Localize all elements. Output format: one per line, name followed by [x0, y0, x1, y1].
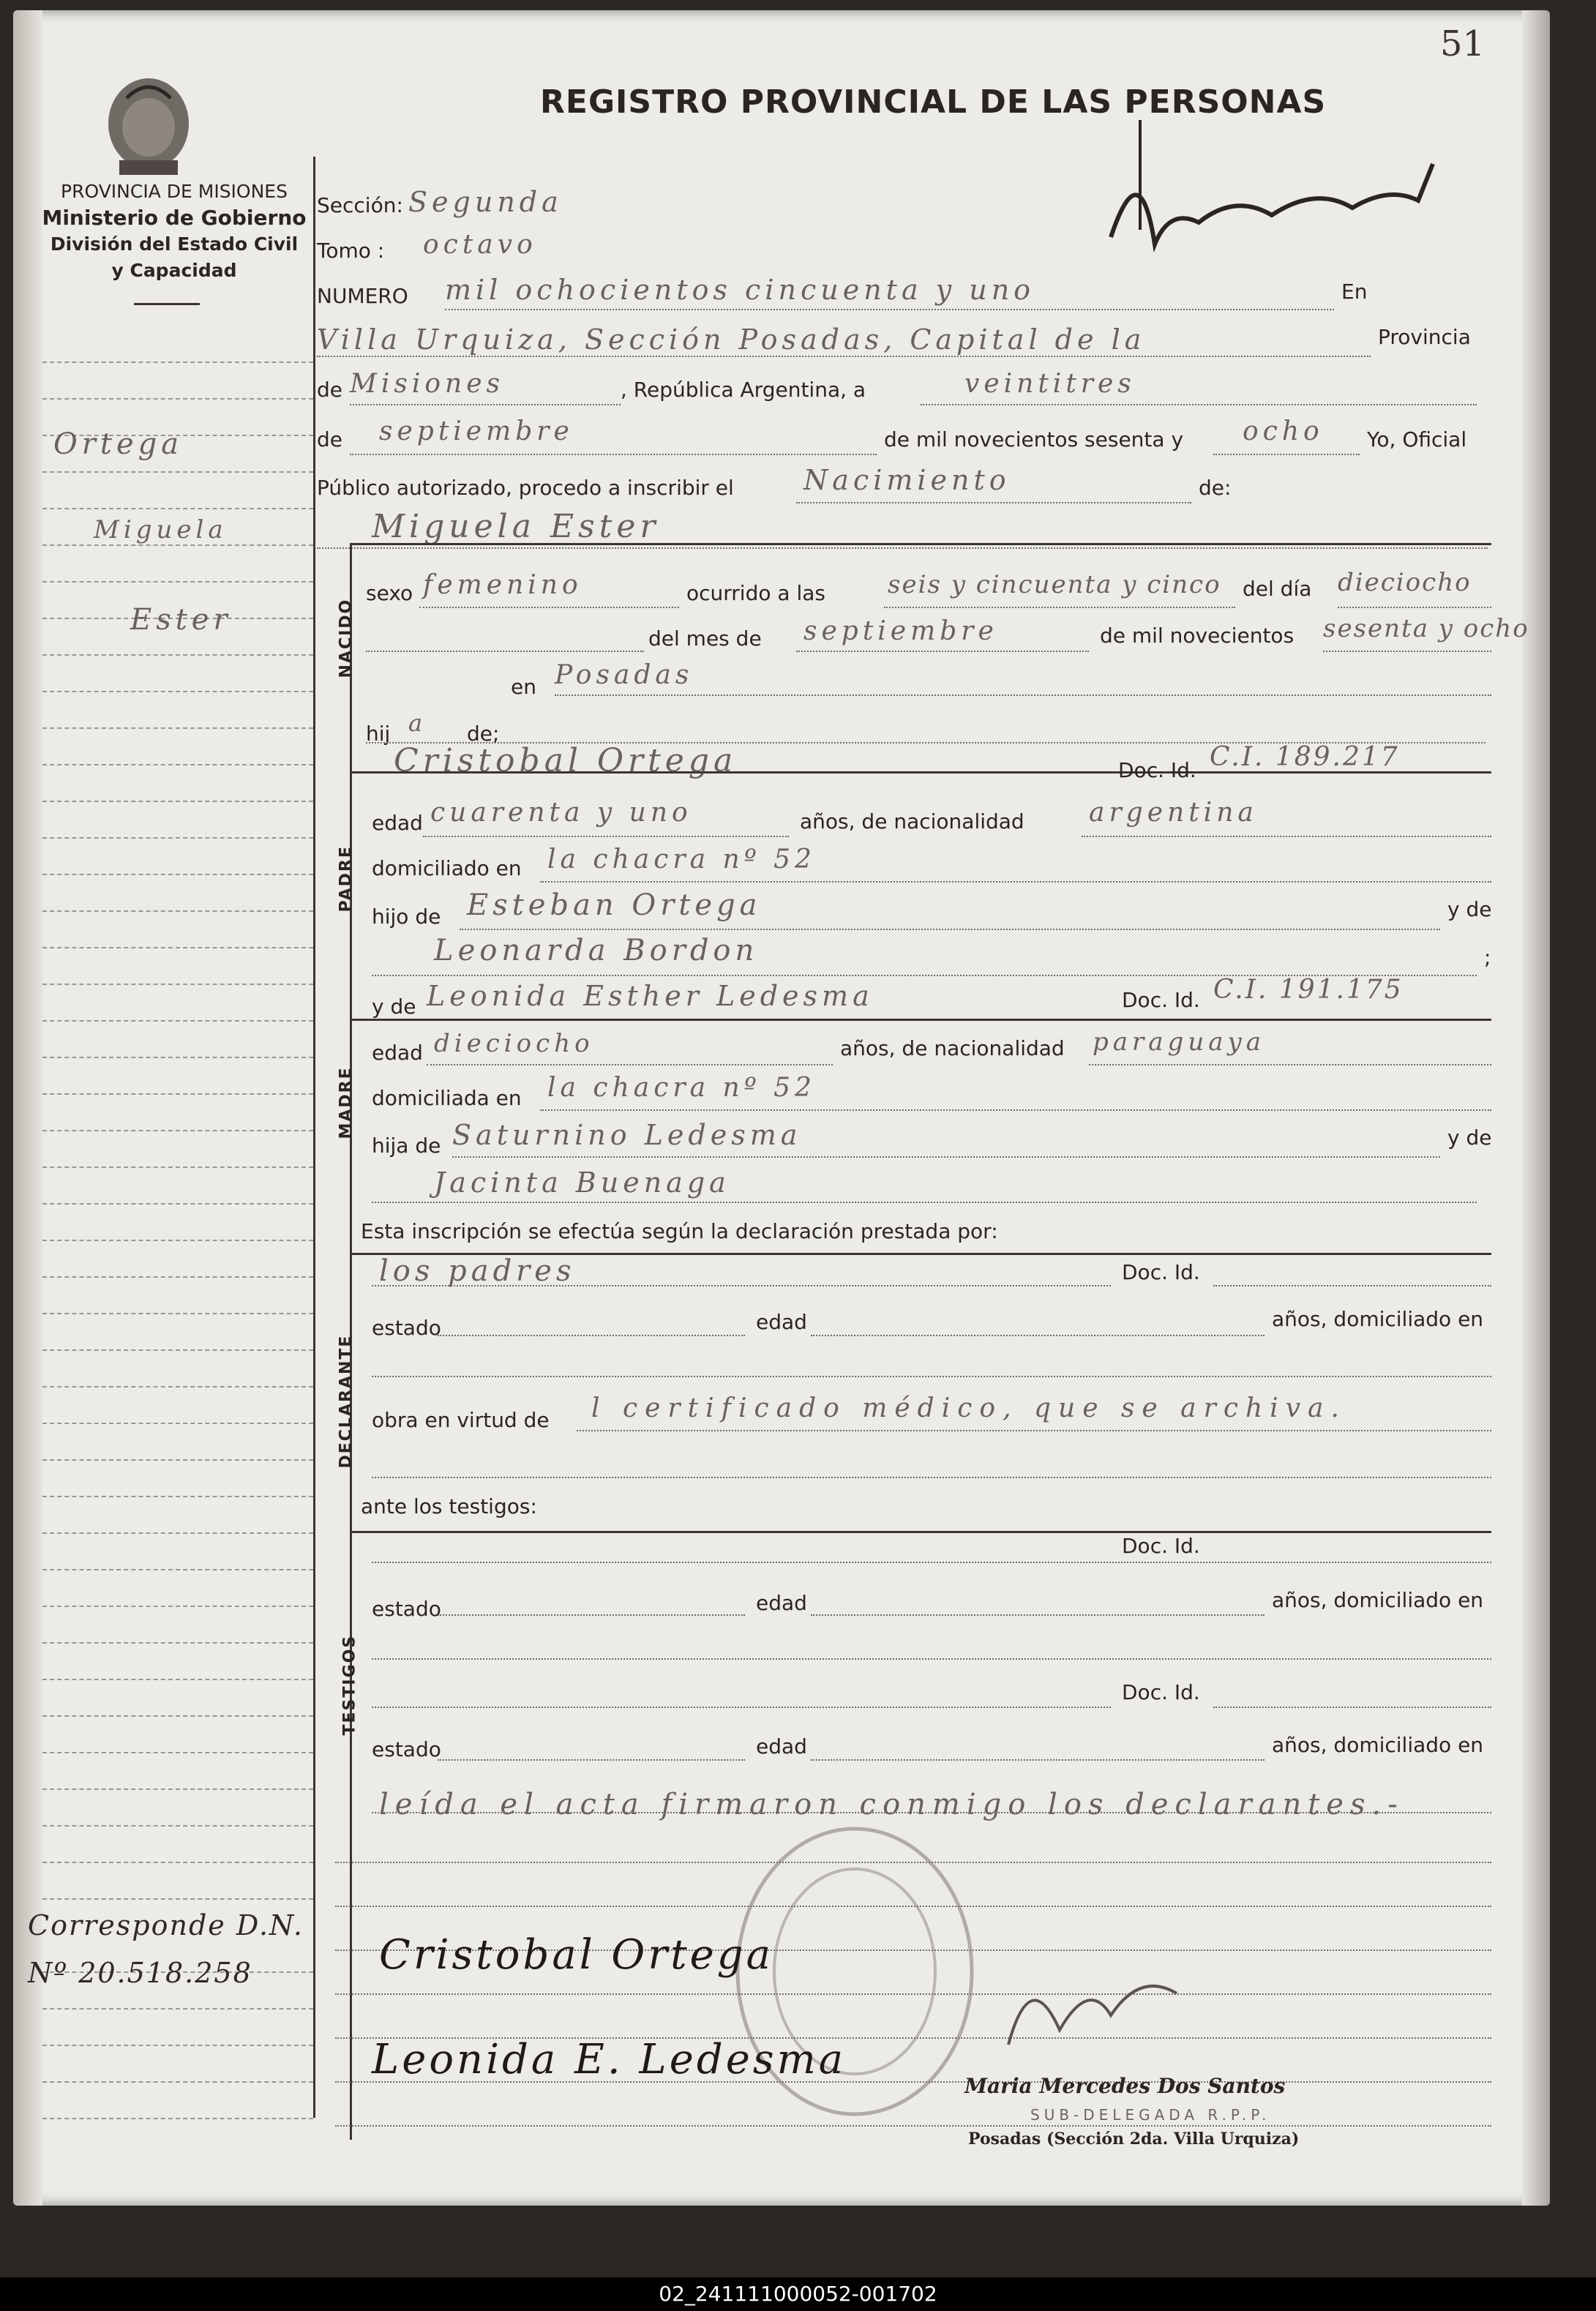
mes-label: del mes de [648, 626, 762, 651]
top-signature [1096, 120, 1447, 252]
madre-nac-value: paraguaya [1093, 1027, 1265, 1057]
anio-label: de mil novecientos [1100, 623, 1295, 648]
declarante-doc-label: Doc. Id. [1122, 1260, 1200, 1284]
hora-value: seis y cincuenta y cinco [888, 570, 1221, 599]
testigos-intro: ante los testigos: [361, 1494, 537, 1518]
margin-note-number: Nº 20.518.258 [28, 1957, 252, 1989]
testigos-doc-label-2: Doc. Id. [1122, 1680, 1200, 1704]
official-place: Posadas (Sección 2da. Villa Urquiza) [968, 2130, 1300, 2149]
de-nacido-label: de; [467, 722, 500, 746]
org-province: PROVINCIA DE MISIONES [61, 181, 288, 202]
testigos-anios-label-2: años, domiciliado en [1272, 1733, 1484, 1757]
madre-dom-value: la chacra nº 52 [547, 1073, 816, 1103]
padre-doc-label: Doc. Id. [1118, 758, 1196, 782]
madre-nac-label: años, de nacionalidad [840, 1036, 1065, 1060]
seccion-label: Sección: [317, 193, 403, 217]
year-value: ocho [1243, 416, 1324, 446]
oficial-label: Yo, Oficial [1367, 427, 1467, 452]
republica-label: , República Argentina, a [621, 378, 866, 402]
declarante-estado-label: estado [372, 1316, 441, 1340]
testigos-estado-label-2: estado [372, 1737, 441, 1761]
year-label: de mil novecientos sesenta y [884, 427, 1184, 452]
provincia-label: Provincia [1378, 325, 1471, 349]
testigos-doc-label-1: Doc. Id. [1122, 1534, 1200, 1558]
madre-dom-label: domiciliada en [372, 1086, 522, 1110]
padre-madre-value: Leonarda Bordon [434, 934, 759, 967]
padre-nac-label: años, de nacionalidad [800, 809, 1024, 834]
de3-label: de: [1199, 476, 1232, 500]
mes-value: septiembre [803, 616, 998, 646]
place-value: Villa Urquiza, Sección Posadas, Capital de la [317, 323, 1146, 356]
madre-padre-value: Saturnino Ledesma [452, 1119, 802, 1151]
official-name: Maria Mercedes Dos Santos [964, 2074, 1286, 2098]
sexo-label: sexo [366, 581, 413, 605]
official-title: SUB-DELEGADA R.P.P. [1030, 2106, 1271, 2124]
anio-value: sesenta y ocho [1323, 614, 1529, 643]
nacido-side-label: NACIDO [337, 598, 356, 678]
coat-of-arms-icon [97, 69, 200, 179]
madre-nombre: Leonida Esther Ledesma [427, 980, 874, 1012]
org-division: División del Estado Civil [50, 233, 299, 255]
testigos-side-label: TESTIGOS [340, 1634, 359, 1736]
page-title: REGISTRO PROVINCIAL DE LAS PERSONAS [540, 83, 1327, 121]
father-signature: Cristobal Ortega [379, 1931, 773, 1979]
padre-hijo-label: hijo de [372, 904, 441, 929]
testigos-anios-label-1: años, domiciliado en [1272, 1588, 1484, 1612]
testigos-edad-label-2: edad [756, 1734, 807, 1758]
declarante-anios-label: años, domiciliado en [1272, 1307, 1484, 1331]
padre-dom-label: domiciliado en [372, 856, 522, 880]
closing-text: leída el acta firmaron conmigo los declarantes.- [379, 1788, 1404, 1821]
en-nacido-label: en [511, 675, 536, 699]
numero-label: NUMERO [317, 284, 408, 308]
official-signature [1001, 1949, 1191, 2059]
padre-semicolon: ; [1484, 945, 1491, 970]
padre-yde-label: y de [1447, 897, 1492, 921]
margin-name1: Miguela [94, 515, 228, 544]
dia-value: dieciocho [1338, 568, 1472, 597]
testigos-edad-label-1: edad [756, 1591, 807, 1615]
madre-hija-label: hija de [372, 1134, 441, 1158]
madre-edad-value: dieciocho [434, 1029, 594, 1058]
org-ministry: Ministerio de Gobierno [42, 206, 307, 230]
org-capacity: y Capacidad [111, 260, 237, 281]
padre-edad-label: edad [372, 811, 423, 835]
de2-label: de [317, 427, 342, 452]
margin-name2: Ester [130, 603, 232, 637]
madre-edad-label: edad [372, 1041, 423, 1065]
padre-padre-value: Esteban Ortega [467, 888, 762, 922]
file-id-bar [0, 2277, 1596, 2311]
en-label: En [1341, 280, 1368, 304]
declarante-intro: Esta inscripción se efectúa según la declaración prestada por: [361, 1219, 998, 1243]
lugar-value: Posadas [555, 660, 694, 690]
publico-label: Público autorizado, procedo a inscribir el [317, 476, 734, 500]
tomo-value: octavo [423, 230, 537, 260]
margin-note-dni: Corresponde D.N. [28, 1909, 304, 1941]
de-label: de [317, 378, 342, 402]
act-value: Nacimiento [803, 464, 1011, 496]
org-underline [134, 303, 200, 305]
madre-yde2-label: y de [1447, 1125, 1492, 1150]
madre-doc-value: C.I. 191.175 [1213, 975, 1404, 1005]
madre-madre-value: Jacinta Buenaga [434, 1166, 730, 1199]
declarante-edad-label: edad [756, 1310, 807, 1334]
provincia-value: Misiones [350, 369, 505, 399]
month-value: septiembre [379, 416, 574, 446]
hij-label: hij [366, 722, 391, 746]
page-number: 51 [1440, 23, 1486, 64]
declarante-side-label: DECLARANTE [337, 1334, 356, 1469]
madre-doc-label: Doc. Id. [1122, 988, 1200, 1012]
madre-yde-label: y de [372, 995, 416, 1019]
declarante-obra-value: l certificado médico, que se archiva. [591, 1393, 1346, 1423]
sexo-value: femenino [423, 570, 582, 600]
testigos-estado-label-1: estado [372, 1597, 441, 1621]
registry-page [13, 10, 1550, 2206]
main-margin-rule [313, 157, 315, 2118]
declarante-obra-label: obra en virtud de [372, 1408, 550, 1432]
tomo-label: Tomo : [317, 239, 385, 263]
file-id: 02_241111000052-001702 [659, 2282, 937, 2306]
seccion-value: Segunda [408, 186, 563, 218]
dia-label: del día [1243, 577, 1312, 601]
padre-edad-value: cuarenta y uno [430, 798, 692, 828]
padre-nombre: Cristobal Ortega [394, 742, 738, 779]
person-value: Miguela Ester [372, 508, 660, 545]
mother-signature: Leonida E. Ledesma [372, 2036, 847, 2083]
binding-edge [13, 10, 42, 2206]
declarante-nombre: los padres [379, 1254, 576, 1288]
page-edge [1522, 10, 1550, 2206]
padre-side-label: PADRE [337, 845, 356, 913]
hij-value: a [408, 709, 427, 737]
padre-doc-value: C.I. 189.217 [1210, 742, 1400, 772]
numero-value: mil ochocientos cincuenta y uno [445, 274, 1035, 306]
hora-label: ocurrido a las [686, 581, 825, 605]
padre-nac-value: argentina [1089, 798, 1258, 828]
padre-dom-value: la chacra nº 52 [547, 844, 816, 874]
margin-surname: Ortega [53, 427, 184, 461]
madre-side-label: MADRE [337, 1066, 356, 1139]
day-value: veintitres [964, 369, 1136, 399]
